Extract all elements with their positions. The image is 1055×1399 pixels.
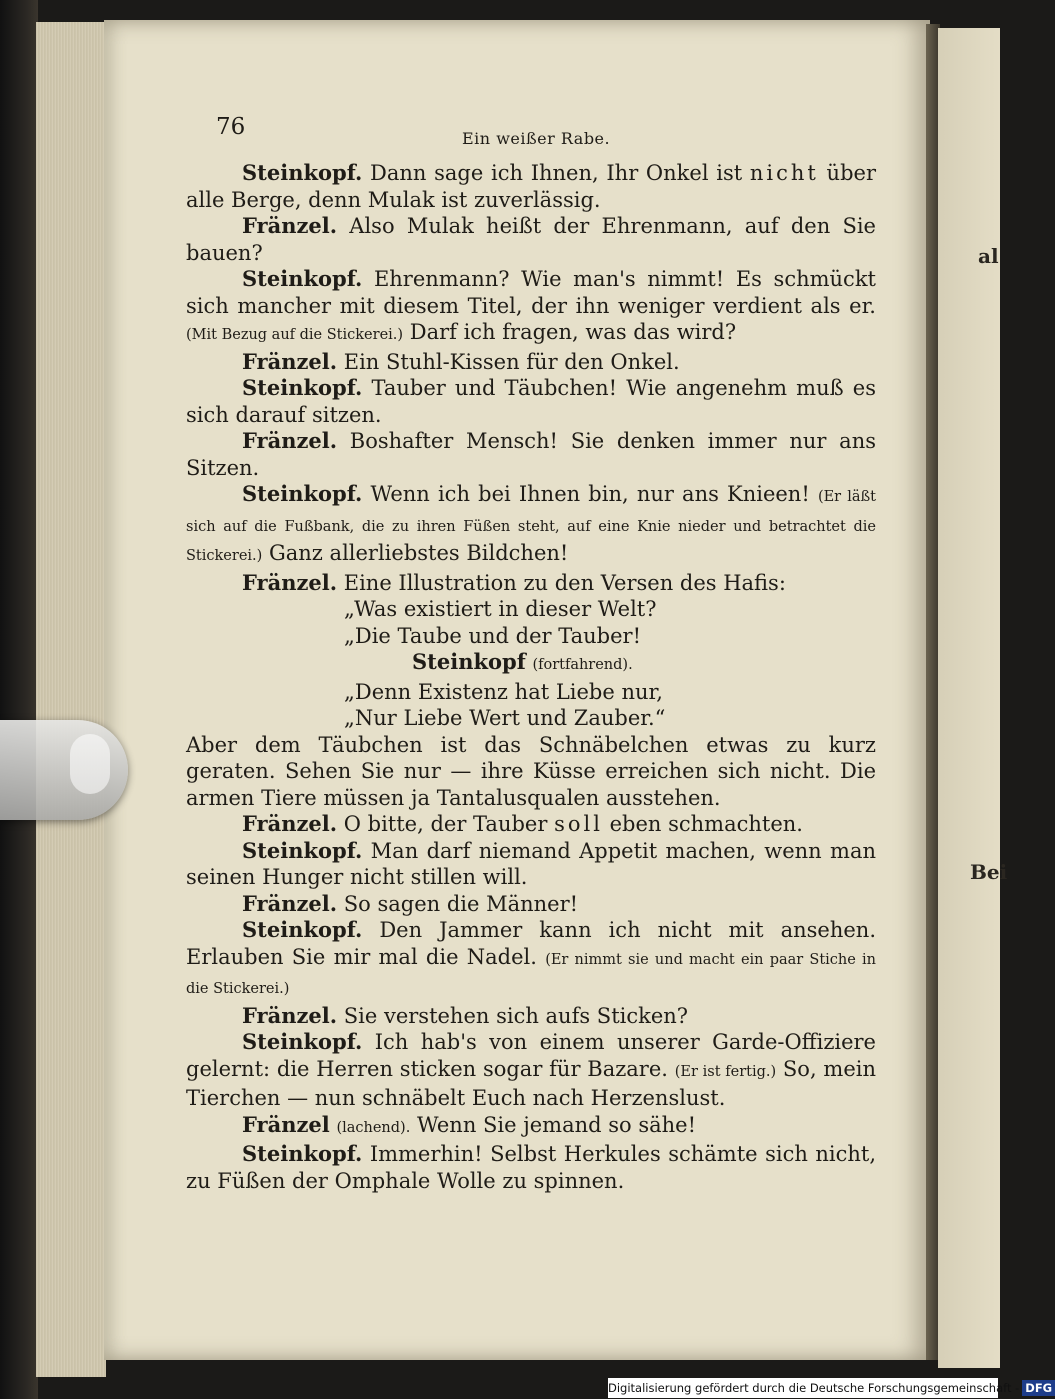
- speech: [186, 891, 876, 918]
- speaker-name: Fränzel.: [242, 890, 338, 916]
- speaker-name: Fränzel.: [242, 569, 338, 595]
- speech-text: Also Mulak heißt der Ehrenmann, auf den Sie bauen?: [186, 214, 876, 265]
- next-page-fragment: Bei: [970, 860, 1008, 884]
- speaker-name: Steinkopf.: [242, 837, 363, 863]
- verse-line: „Die Taube und der Tauber!: [344, 623, 642, 648]
- speech-text: Den Jammer kann ich nicht mit ansehen. Erlauben Sie mir mal die Nadel.: [186, 918, 876, 969]
- speech-text: Ich hab's von einem unserer Garde-Offiziere gelernt: die Herren sticken sogar für Bazare.: [186, 1030, 876, 1081]
- speech-text: So sagen die Männer!: [343, 891, 579, 916]
- speaker-name: Steinkopf.: [242, 1141, 363, 1166]
- speech-text: Man darf niemand Appetit machen, wenn man seinen Hunger nicht stillen will.: [186, 838, 876, 889]
- running-title: Ein weißer Rabe.: [462, 129, 611, 148]
- speech-text: Eine Illustration zu den Versen des Hafis:: [343, 570, 786, 595]
- speaker-name: Steinkopf.: [242, 160, 363, 185]
- stage-direction: (Er läßt sich auf die Fußbank, die zu ihren Füßen steht, auf eine Knie nieder und betrachtet die Stickerei.): [186, 489, 876, 564]
- speech-text: Sie verstehen sich aufs Sticken?: [343, 1003, 689, 1028]
- speech-text: Tauber und Täubchen! Wie angenehm muß es sich darauf sitzen.: [186, 376, 876, 427]
- speech-text: über alle Berge, denn Mulak ist zuverlässig.: [186, 161, 876, 212]
- stage-direction: (Er ist fertig.): [674, 1063, 777, 1080]
- speech: [186, 375, 876, 428]
- speech-text: So, mein Tierchen — nun schnäbelt Euch nach Herzenslust.: [186, 1056, 876, 1110]
- speech: [186, 838, 876, 891]
- play-text: [186, 160, 876, 1194]
- speech-text: Ehrenmann? Wie man's nimmt! Es schmückt sich mancher mit diesem Titel, der ihn weniger verdient als er.: [186, 267, 876, 318]
- speech-continuation: Aber dem Täubchen ist das Schnäbelchen etwas zu kurz geraten. Sehen Sie nur — ihre Küsse erreichen sich nicht. Die armen Tiere müssen ja Tantalusqualen ausstehen.: [186, 732, 876, 810]
- page-number: 76: [216, 114, 246, 140]
- speaker-name: Fränzel.: [242, 428, 338, 453]
- speech: [186, 349, 876, 376]
- speaker-name: Steinkopf.: [242, 917, 363, 942]
- page-clip-highlight: [70, 734, 110, 794]
- speech-text: Ein Stuhl-Kissen für den Onkel.: [343, 349, 680, 374]
- speaker-name: Fränzel.: [242, 348, 338, 374]
- verse-line: „Was existiert in dieser Welt?: [344, 597, 657, 621]
- next-page-fragment: al: [978, 244, 999, 268]
- speech-text: Immerhin! Selbst Herkules schämte sich nicht, zu Füßen der Omphale Wolle zu spinnen.: [186, 1142, 876, 1193]
- speech: [186, 481, 876, 570]
- speech-text: Ganz allerliebstes Bildchen!: [262, 541, 569, 565]
- speech-text: Wenn Sie jemand so sähe!: [417, 1112, 697, 1137]
- speech: [186, 917, 876, 1003]
- speech: [186, 1029, 876, 1112]
- page-text: [186, 112, 876, 1194]
- book-left-edge: [0, 0, 38, 1399]
- digitization-credit: [608, 1378, 1053, 1398]
- speaker-name: Steinkopf.: [242, 375, 363, 400]
- speech: [186, 811, 876, 838]
- speech-text: Dann sage ich Ihnen, Ihr Onkel ist: [370, 161, 750, 185]
- speaker-name: Fränzel: [242, 1111, 330, 1137]
- speaker-name: Steinkopf: [412, 649, 526, 674]
- speech: [186, 1141, 876, 1194]
- speech-text: Boshafter Mensch! Sie denken immer nur ans Sitzen.: [186, 429, 876, 480]
- speaker-interjection: [186, 649, 876, 679]
- speech: [186, 160, 876, 213]
- stage-direction: (lachend).: [336, 1119, 411, 1136]
- emphasized-text: nicht: [749, 161, 819, 185]
- verse-line: „Denn Existenz hat Liebe nur,: [344, 679, 663, 704]
- dfg-logo: DFG: [1022, 1380, 1055, 1396]
- speech: [186, 1003, 876, 1030]
- page-header: [186, 112, 876, 160]
- next-page-edge: [938, 28, 1000, 1368]
- speaker-name: Steinkopf.: [242, 266, 363, 291]
- speaker-name: Fränzel.: [242, 1002, 338, 1028]
- speaker-name: Fränzel.: [242, 811, 338, 836]
- page-stack: [36, 22, 106, 1377]
- speech-text: O bitte, der Tauber: [343, 812, 555, 836]
- emphasized-text: soll: [554, 812, 603, 836]
- speech-text: eben schmachten.: [602, 812, 803, 836]
- stage-direction: (fortfahrend).: [532, 657, 633, 673]
- speech: [186, 1112, 876, 1142]
- speech: [186, 428, 876, 481]
- speaker-name: Steinkopf.: [242, 1029, 363, 1054]
- credit-text: Digitalisierung gefördert durch die Deutsche Forschungsgemeinschaft -: [608, 1381, 1020, 1395]
- speaker-name: Steinkopf.: [242, 481, 363, 506]
- speech: [186, 213, 876, 266]
- speech: [186, 266, 876, 349]
- stage-direction: (Er nimmt sie und macht ein paar Stiche in die Stickerei.): [186, 951, 876, 997]
- speech: [186, 570, 876, 597]
- verse-line: „Nur Liebe Wert und Zauber.“: [344, 706, 666, 730]
- speaker-name: Fränzel.: [242, 213, 338, 238]
- speech-text: Darf ich fragen, was das wird?: [403, 320, 737, 344]
- speech-text: Wenn ich bei Ihnen bin, nur ans Knieen!: [370, 482, 818, 506]
- stage-direction: (Mit Bezug auf die Stickerei.): [186, 327, 404, 343]
